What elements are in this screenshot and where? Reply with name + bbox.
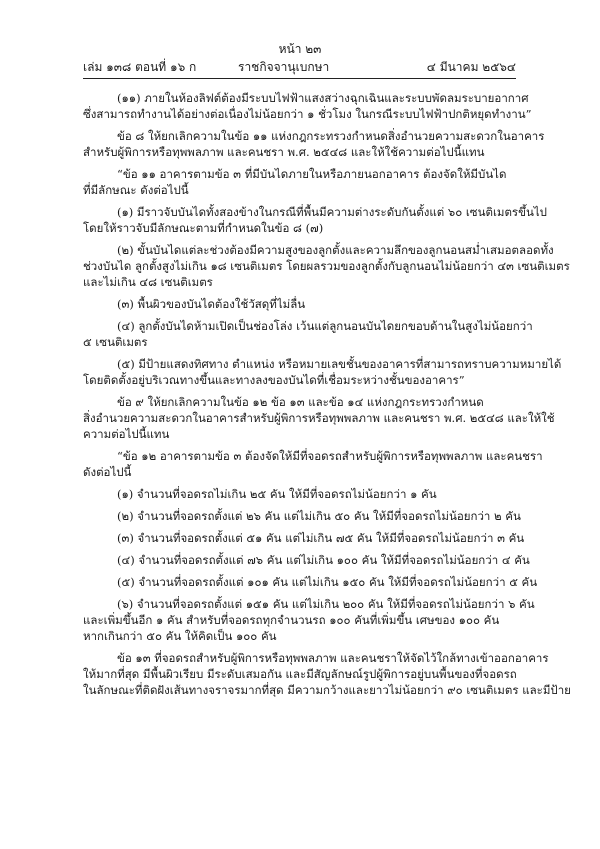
text-line: (๒) จำนวนที่จอดรถตั้งแต่ ๒๖ คัน แต่ไม่เกิน ๕๐ คัน ให้มีที่จอดรถไม่น้อยกว่า ๒ คัน bbox=[117, 509, 521, 523]
text-line: ในลักษณะที่ติดฝังเส้นทางจราจรมากที่สุด มีความกว้างและยาวไม่น้อยกว่า ๙๐ เซนติเมตร และมีป้าย bbox=[83, 683, 571, 697]
text-line: ข้อ ๘ ให้ยกเลิกความในข้อ ๑๑ แห่งกฎกระทรวงกำหนดสิ่งอำนวยความสะดวกในอาคาร bbox=[117, 129, 545, 143]
text-line: “ข้อ ๑๑ อาคารตามข้อ ๓ ที่มีบันไดภายในหรือภายนอกอาคาร ต้องจัดให้มีบันได bbox=[117, 167, 507, 181]
text-line: ความต่อไปนี้แทน bbox=[83, 427, 170, 441]
publication-date: ๔ มีนาคม ๒๕๖๔ bbox=[426, 60, 516, 74]
header-rule bbox=[83, 78, 516, 79]
text-line: สิ่งอำนวยความสะดวกในอาคารสำหรับผู้พิการหรือทุพพลภาพ และคนชรา พ.ศ. ๒๕๔๘ และให้ใช้ bbox=[83, 411, 555, 425]
text-line: ที่มีลักษณะ ดังต่อไปนี้ bbox=[83, 183, 189, 197]
text-line: ดังต่อไปนี้ bbox=[83, 465, 132, 479]
text-line: และไม่เกิน ๔๘ เซนติเมตร bbox=[83, 275, 213, 289]
text-line: “ข้อ ๑๒ อาคารตามข้อ ๓ ต้องจัดให้มีที่จอดรถสำหรับผู้พิการหรือทุพพลภาพ และคนชรา bbox=[117, 449, 543, 463]
running-header bbox=[83, 58, 516, 74]
text-line: โดยติดตั้งอยู่บริเวณทางขึ้นและทางลงของบันไดที่เชื่อมระหว่างชั้นของอาคาร” bbox=[83, 373, 465, 387]
text-line: (๑๑) ภายในห้องลิฟต์ต้องมีระบบไฟฟ้าแสงสว่างฉุกเฉินและระบบพัดลมระบายอากาศ bbox=[117, 91, 529, 105]
text-line: ข้อ ๑๓ ที่จอดรถสำหรับผู้พิการหรือทุพพลภาพ และคนชราให้จัดไว้ใกล้ทางเข้าออกอาคาร bbox=[117, 651, 549, 665]
text-line: ข้อ ๙ ให้ยกเลิกความในข้อ ๑๒ ข้อ ๑๓ และข้อ ๑๔ แห่งกฎกระทรวงกำหนด bbox=[117, 395, 484, 409]
text-line: ช่วงบันได ลูกตั้งสูงไม่เกิน ๑๘ เซนติเมตร โดยผลรวมของลูกตั้งกับลูกนอนไม่น้อยกว่า ๔๓ เซนติเมตร bbox=[83, 259, 570, 273]
text-line: ให้มากที่สุด มีพื้นผิวเรียบ มีระดับเสมอกัน และมีสัญลักษณ์รูปผู้พิการอยู่บนพื้นของที่จอดรถ bbox=[83, 667, 517, 681]
text-line: (๑) มีราวจับบันไดทั้งสองข้างในกรณีที่พื้นมีความต่างระดับกันตั้งแต่ ๖๐ เซนติเมตรขึ้นไป bbox=[117, 205, 547, 219]
text-line: หากเกินกว่า ๕๐ คัน ให้คิดเป็น ๑๐๐ คัน bbox=[83, 629, 277, 643]
text-line: (๕) มีป้ายแสดงทิศทาง ตำแหน่ง หรือหมายเลขชั้นของอาคารที่สามารถทราบความหมายได้ bbox=[117, 357, 562, 371]
text-line: โดยให้ราวจับมีลักษณะตามที่กำหนดในข้อ ๘ (๗) bbox=[83, 221, 324, 235]
volume-issue: เล่ม ๑๓๘ ตอนที่ ๑๖ ก bbox=[83, 60, 197, 74]
text-line: และเพิ่มขึ้นอีก ๑ คัน สำหรับที่จอดรถทุกจำนวนรถ ๑๐๐ คันที่เพิ่มขึ้น เศษของ ๑๐๐ คัน bbox=[83, 613, 500, 627]
page-number: หน้า ๒๓ bbox=[278, 42, 322, 56]
text-line: สำหรับผู้พิการหรือทุพพลภาพ และคนชรา พ.ศ. ๒๕๔๘ และให้ใช้ความต่อไปนี้แทน bbox=[83, 145, 485, 159]
text-line: (๔) ลูกตั้งบันไดห้ามเปิดเป็นช่องโล่ง เว้นแต่ลูกนอนบันไดยกขอบด้านในสูงไม่น้อยกว่า bbox=[117, 319, 533, 333]
text-line: (๑) จำนวนที่จอดรถไม่เกิน ๒๕ คัน ให้มีที่จอดรถไม่น้อยกว่า ๑ คัน bbox=[117, 487, 437, 501]
text-line: (๓) พื้นผิวของบันไดต้องใช้วัสดุที่ไม่ลื่น bbox=[117, 297, 306, 311]
text-line: ซึ่งสามารถทำงานได้อย่างต่อเนื่องไม่น้อยกว่า ๑ ชั่วโมง ในกรณีระบบไฟฟ้าปกติหยุดทำงาน” bbox=[83, 107, 532, 121]
text-line: ๕ เซนติเมตร bbox=[83, 335, 148, 349]
text-line: (๔) จำนวนที่จอดรถตั้งแต่ ๗๖ คัน แต่ไม่เกิน ๑๐๐ คัน ให้มีที่จอดรถไม่น้อยกว่า ๔ คัน bbox=[117, 553, 530, 567]
text-line: (๒) ขั้นบันไดแต่ละช่วงต้องมีความสูงของลูกตั้งและความลึกของลูกนอนสม่ำเสมอตลอดทั้ง bbox=[117, 243, 554, 257]
text-line: (๓) จำนวนที่จอดรถตั้งแต่ ๕๑ คัน แต่ไม่เกิน ๗๕ คัน ให้มีที่จอดรถไม่น้อยกว่า ๓ คัน bbox=[117, 531, 525, 545]
text-line: (๖) จำนวนที่จอดรถตั้งแต่ ๑๕๑ คัน แต่ไม่เกิน ๒๐๐ คัน ให้มีที่จอดรถไม่น้อยกว่า ๖ คัน bbox=[117, 597, 535, 611]
text-line: (๕) จำนวนที่จอดรถตั้งแต่ ๑๐๑ คัน แต่ไม่เกิน ๑๕๐ คัน ให้มีที่จอดรถไม่น้อยกว่า ๕ คัน bbox=[117, 575, 538, 589]
publication-name: ราชกิจจานุเบกษา bbox=[238, 60, 330, 74]
